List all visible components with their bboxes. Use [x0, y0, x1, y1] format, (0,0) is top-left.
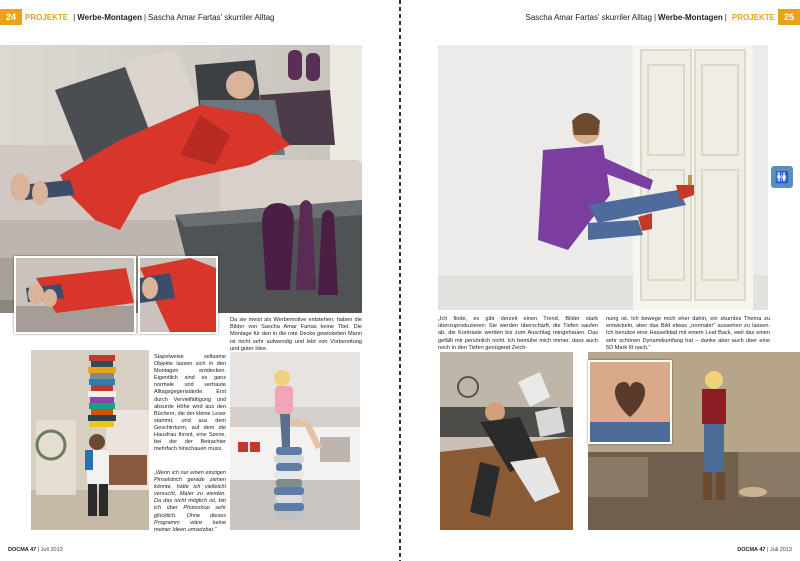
left-title-1: Werbe-Montagen — [77, 12, 142, 22]
inset-photo-feet-1 — [14, 256, 136, 334]
photo-woman-dish-tower — [230, 352, 360, 530]
right-footer: DOCMA 47 | Juli 2013 — [737, 547, 792, 553]
restroom-icon: 🚻 — [771, 166, 793, 188]
inset-photo-feet-2 — [138, 256, 218, 334]
page-gutter — [399, 0, 401, 561]
left-title-2: Sascha Amar Fartas' skurriler Alltag — [148, 12, 275, 22]
right-page-number: 25 — [778, 9, 800, 25]
right-title-1: Werbe-Montagen — [658, 12, 723, 22]
inset-photo-heart-belly — [588, 360, 672, 444]
caption-quote-part2: nung ist. Ich bewege mich eher dahin, ein skurriles Thema zu entwickeln, aber das Bild etwas „normaler“ aussehen zu lassen. Ich benutze eine Hasselblad mit einem Leaf Back, weil das einen sehr schönen Dynamikumfang hat – danke aber auch über eine 5D Mark III nach.“ — [606, 316, 770, 351]
caption-sofa: Da sie meist als Werbemotive entstehen, haben die Bilder von Sascha Amar Fartas keine Titel. Die Montage für den in die rote Decke gewickelten Mann ist nicht sehr aufwendig und lebt von Vorbereitung und guter Idee. — [230, 317, 362, 352]
photo-man-puzzle — [440, 352, 573, 530]
left-page-header: 24 PROJEKTE | Werbe-Montagen | Sascha Amar Fartas' skurriler Alltag — [0, 9, 275, 25]
caption-quote-part1: „Ich finde, es gibt derzeit einen Trend, Bilder stark überzuproduzieren: Sie werden überschärft, die Tiefen saufen ab, die Kontraste werden bis zum Anschlag reingehauen. Das gefällt mir persönlich nicht. Ich bemühe mich immer, dass auch noch in den Tiefen genügend Zeich- — [438, 316, 598, 351]
photo-kid-book-tower — [31, 350, 149, 530]
right-page-header: Sascha Amar Fartas' skurriler Alltag | Werbe-Montagen | PROJEKTE 25 — [525, 9, 800, 25]
photo-woman-door — [438, 45, 768, 310]
quote-photoshop: „Wenn ich nur einen einzigen Pinselstrich gerade ziehen könnte, hätte ich vielleicht versucht, Maler zu werden. Da das nicht möglich ist, bin ich über Photoshop sehr glücklich. Ohne dieses Programm wäre keine meiner Ideen umsetzbar.“ — [154, 470, 226, 533]
left-section-label: PROJEKTE — [25, 12, 69, 22]
left-footer: DOCMA 47 | Juli 2013 — [8, 547, 63, 553]
body-text-stacks: Stapelweise seltsame Objekte lassen sich in den Montagen entdecken. Eigentlich sind es ganz normale und vertraute Alltagsgegenstände. Erst durch Vervielfältigung und absurde Höhe wird aus den Büchern, die der kleine Leser stammt, und aus dem Geschirrturm, auf dem die Hausfrau thront, eine Szene, bei der der Betrachter mehrfach hinschauen muss. — [154, 354, 226, 453]
left-page-number: 24 — [0, 9, 22, 25]
right-section-label: PROJEKTE — [731, 12, 775, 22]
right-title-2: Sascha Amar Fartas' skurriler Alltag — [525, 12, 652, 22]
